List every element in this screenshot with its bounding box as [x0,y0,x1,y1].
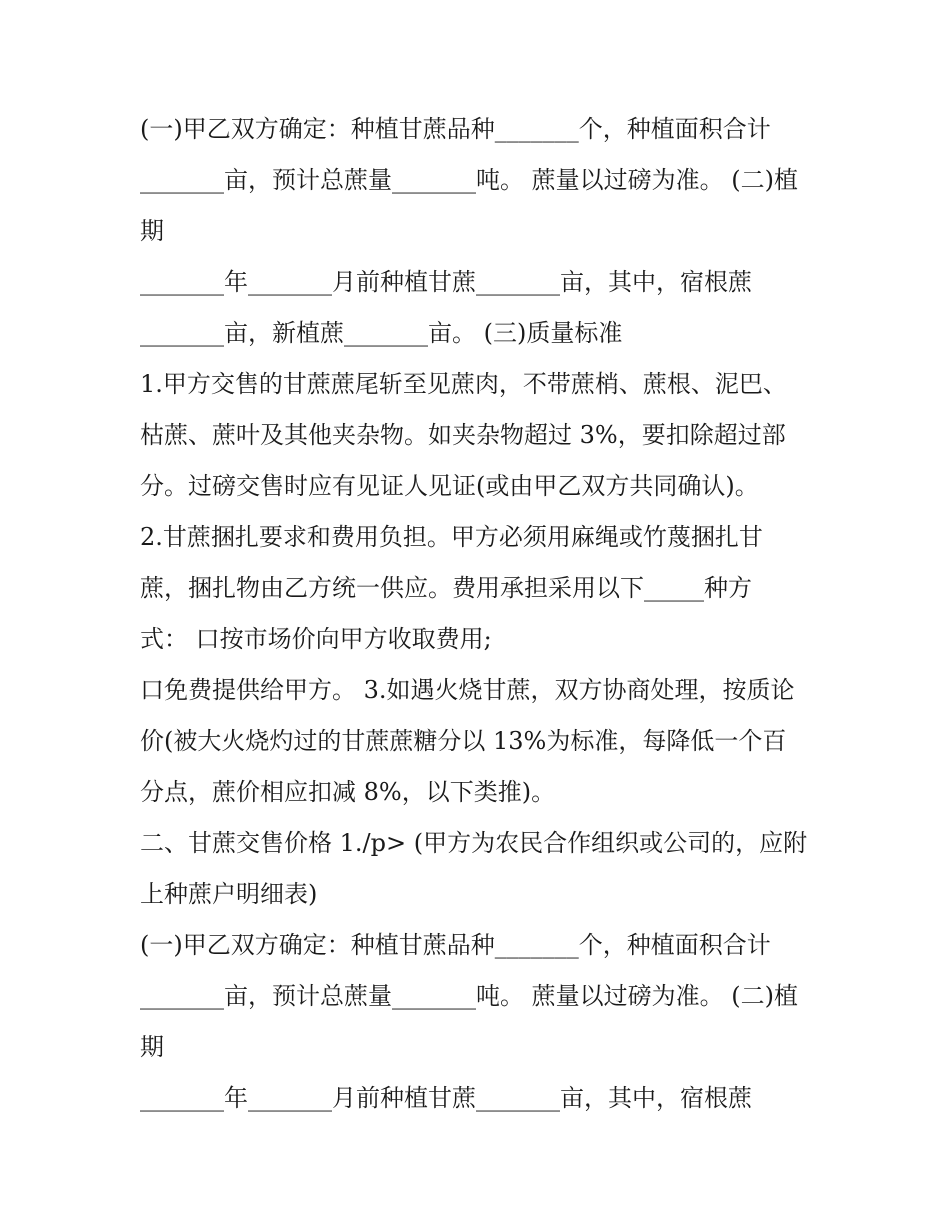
text-line: 枯蔗、蔗叶及其他夹杂物。如夹杂物超过 3%，要扣除超过部 [140,421,786,449]
text-line: _______亩，预计总蔗量_______吨。 蔗量以过磅为准。 (二)植 [140,982,798,1010]
document-body [140,104,820,1124]
text-line: 蔗，捆扎物由乙方统一供应。费用承担采用以下_____种方 [140,574,752,602]
text-line: 1.甲方交售的甘蔗蔗尾斩至见蔗肉，不带蔗梢、蔗根、泥巴、 [140,370,787,398]
text-line: 式： 口按市场价向甲方收取费用; [140,625,492,653]
text-line: _______年_______月前种植甘蔗_______亩，其中，宿根蔗 [140,268,752,296]
text-line: 分点，蔗价相应扣减 8%，以下类推)。 [140,778,556,806]
text-line: 分。过磅交售时应有见证人见证(或由甲乙双方共同确认)。 [140,472,759,500]
text-line: 上种蔗户明细表) [140,880,318,908]
text-line: 期 [140,217,164,245]
text-line: 价(被大火烧灼过的甘蔗蔗糖分以 13%为标准，每降低一个百 [140,727,787,755]
text-line: _______年_______月前种植甘蔗_______亩，其中，宿根蔗 [140,1084,752,1112]
text-line: _______亩，新植蔗_______亩。 (三)质量标准 [140,319,623,347]
text-line: 期 [140,1033,164,1061]
text-line: 2.甘蔗捆扎要求和费用负担。甲方必须用麻绳或竹蔑捆扎甘 [140,523,763,551]
text-line: 二、甘蔗交售价格 1./p> (甲方为农民合作组织或公司的，应附 [140,829,808,857]
text-line: (一)甲乙双方确定：种植甘蔗品种_______个，种植面积合计 [140,931,771,959]
text-line: 口免费提供给甲方。 3.如遇火烧甘蔗，双方协商处理，按质论 [140,676,795,704]
text-line: _______亩，预计总蔗量_______吨。 蔗量以过磅为准。 (二)植 [140,166,798,194]
text-line: (一)甲乙双方确定：种植甘蔗品种_______个，种植面积合计 [140,115,771,143]
